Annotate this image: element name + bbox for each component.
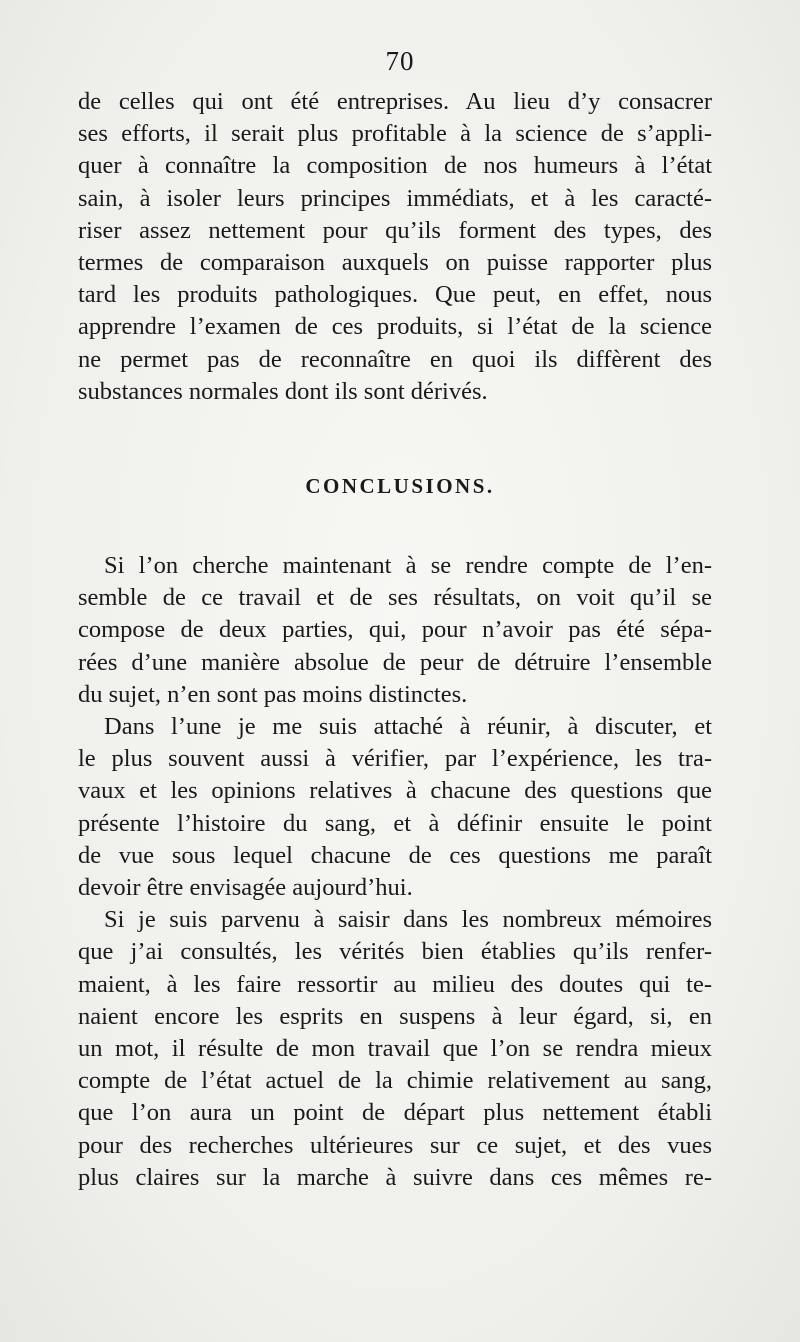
paragraph-1	[78, 550, 712, 711]
text-line: Si l’on cherche maintenant à se rendre compte de l’en-	[104, 552, 712, 579]
text-line: compte de l’état actuel de la chimie relativement au sang,	[78, 1067, 712, 1095]
conclusions-body	[78, 550, 712, 1194]
text-line: termes de comparaison auxquels on puisse rapporter plus	[78, 249, 712, 277]
text-line: ne permet pas de reconnaître en quoi ils diffèrent des	[78, 345, 712, 373]
text-line: du sujet, n’en sont pas moins distinctes.	[78, 680, 468, 708]
text-line: de celles qui ont été entreprises. Au lieu d’y consacrer	[78, 88, 712, 115]
text-line: maient, à les faire ressortir au milieu des doutes qui te-	[78, 970, 712, 998]
text-line: que l’on aura un point de départ plus nettement établi	[78, 1099, 712, 1127]
text-line: présente l’histoire du sang, et à définir ensuite le point	[78, 809, 712, 837]
text-line: tard les produits pathologiques. Que peut, en effet, nous	[78, 281, 712, 309]
text-line: sain, à isoler leurs principes immédiats, et à les caracté-	[78, 184, 712, 212]
text-line: devoir être envisagée aujourd’hui.	[78, 874, 413, 902]
text-line: plus claires sur la marche à suivre dans ces mêmes re-	[78, 1163, 712, 1191]
text-line: un mot, il résulte de mon travail que l’on se rendra mieux	[78, 1035, 712, 1063]
text-line: le plus souvent aussi à vérifier, par l’expérience, les tra-	[78, 745, 712, 773]
text-line: semble de ce travail et de ses résultats, on voit qu’il se	[78, 584, 712, 612]
text-line: naient encore les esprits en suspens à leur égard, si, en	[78, 1002, 712, 1030]
text-line: que j’ai consultés, les vérités bien établies qu’ils renfer-	[78, 938, 712, 966]
text-line: riser assez nettement pour qu’ils forment des types, des	[78, 216, 712, 244]
text-line: apprendre l’examen de ces produits, si l’état de la science	[78, 313, 712, 341]
text-line: ses efforts, il serait plus profitable à la science de s’appli-	[78, 120, 712, 148]
paragraph-3	[78, 904, 712, 1194]
paragraph-2	[78, 711, 712, 904]
continuation-paragraph	[78, 86, 712, 408]
text-line: de vue sous lequel chacune de ces questions me paraît	[78, 841, 712, 869]
page-number: 70	[385, 46, 415, 76]
text-line: substances normales dont ils sont dérivés.	[78, 377, 488, 405]
text-line: rées d’une manière absolue de peur de détruire l’ensemble	[78, 648, 712, 676]
text-line: vaux et les opinions relatives à chacune des questions que	[78, 777, 712, 805]
text-line: Dans l’une je me suis attaché à réunir, à discuter, et	[104, 713, 712, 741]
text-line: quer à connaître la composition de nos humeurs à l’état	[78, 152, 712, 180]
text-line: compose de deux parties, qui, pour n’avoir pas été sépa-	[78, 616, 712, 644]
text-line: Si je suis parvenu à saisir dans les nombreux mémoires	[104, 906, 712, 934]
section-heading: CONCLUSIONS.	[305, 474, 495, 498]
text-line: pour des recherches ultérieures sur ce sujet, et des vues	[78, 1131, 712, 1159]
